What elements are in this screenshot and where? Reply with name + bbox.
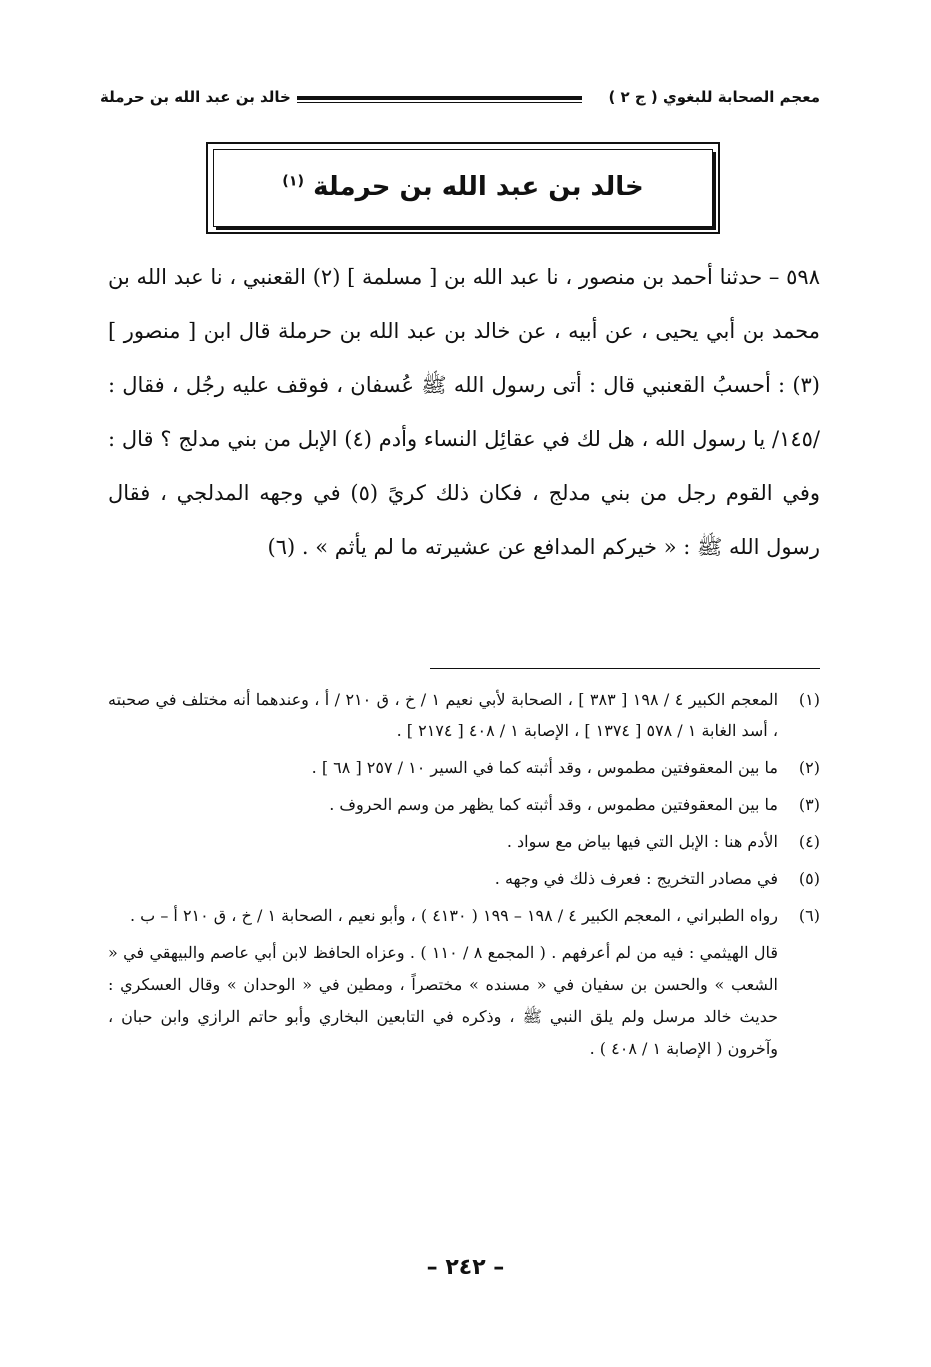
footnote-number: (٣) <box>798 795 820 814</box>
footnotes <box>108 684 820 1065</box>
header-entry-name: خالد بن عبد الله بن حرملة <box>100 88 291 106</box>
footnote-text: ما بين المعقوفتين مطموس ، وقد أثبته كما في السير ١٠ / ٢٥٧ [ ٦٨ ] . <box>311 758 778 777</box>
hadith-paragraph: ٥٩٨ – حدثنا أحمد بن منصور ، نا عبد الله بن [ مسلمة ] (٢) القعنبي ، نا عبد الله بن محمد بن أبي يحيى ، عن أبيه ، عن خالد بن عبد الله بن حرملة قال ابن [ منصور ] (٣) : أحسبُ القعنبي قال : أتى رسول الله ﷺ عُسفان ، فوقف عليه رجُل ، فقال : /١٤٥/ يا رسول الله ، هل لك في عقائِل النساء وأدم (٤) الإبل من بني مدلج ؟ قال : وفي القوم رجل من بني مدلج ، فكان ذلك كريً (٥) في وجهه المدلجي ، فقال رسول الله ﷺ : « خيركم المدافع عن عشيرته ما لم يأثم » . (٦) <box>108 265 821 559</box>
footnote-separator <box>430 668 820 669</box>
footnote-text: في مصادر التخريج : فعرف ذلك في وجهه . <box>494 869 778 888</box>
footnote-2 <box>108 752 820 783</box>
entry-title-text: خالد بن عبد الله بن حرملة <box>313 172 644 202</box>
entry-title-frame <box>206 142 720 234</box>
footnote-number: (٥) <box>798 869 820 888</box>
footnote-1 <box>108 684 820 746</box>
footnote-number: (٤) <box>798 832 820 851</box>
running-header <box>100 86 820 118</box>
entry-title-footnote-ref: (١) <box>282 173 305 190</box>
footnote-text: الأدم هنا : الإبل التي فيها بياض مع سواد . <box>506 832 778 851</box>
page-number: – ٢٤٢ – <box>426 1255 505 1280</box>
hadith-text <box>108 250 820 574</box>
footnote-number: (٦) <box>798 906 820 925</box>
footnote-text: المعجم الكبير ٤ / ١٩٨ [ ٣٨٣ ] ، الصحابة لأبي نعيم ١ / خ ، ق ٢١٠ / أ ، وعندهما أنه مختلف في صحبته ، أسد الغابة ١ / ٥٧٨ [ ١٣٧٤ ] ، الإصابة ١ / ٤٠٨ [ ٢١٧٤ ] . <box>108 690 779 740</box>
footnote-6-continuation: قال الهيثمي : فيه من لم أعرفهم . ( المجمع ٨ / ١١٠ ) . وعزاه الحافظ لابن أبي عاصم والبيهقي في « الشعب » والحسن بن سفيان في « مسنده » مختصراً ، ومطين في « الوحدان » وقال العسكري : حديث خالد مرسل ولم يلق النبي ﷺ ، وذكره في التابعين البخاري وأبو حاتم الرازي وابن حبان ، وآخرون ( الإصابة ١ / ٤٠٨ ) . <box>108 943 778 1058</box>
footnote-text: رواه الطبراني ، المعجم الكبير ٤ / ١٩٨ – ١٩٩ ( ٤١٣٠ ) ، وأبو نعيم ، الصحابة ١ / خ ، ق ٢١٠ أ – ب . <box>130 906 778 925</box>
header-book-title: معجم الصحابة للبغوي ( ج ٢ ) <box>608 88 820 106</box>
header-rule <box>297 96 582 100</box>
footnote-number: (٢) <box>798 758 820 777</box>
footnote-4 <box>108 826 820 857</box>
entry-title <box>208 172 718 202</box>
footnote-3 <box>108 789 820 820</box>
header-rule-thin <box>297 102 582 103</box>
footnote-text: ما بين المعقوفتين مطموس ، وقد أثبته كما يظهر من وسم الحروف . <box>329 795 778 814</box>
footnote-5 <box>108 863 820 894</box>
footnote-number: (١) <box>798 690 820 709</box>
footnote-6 <box>108 900 820 931</box>
